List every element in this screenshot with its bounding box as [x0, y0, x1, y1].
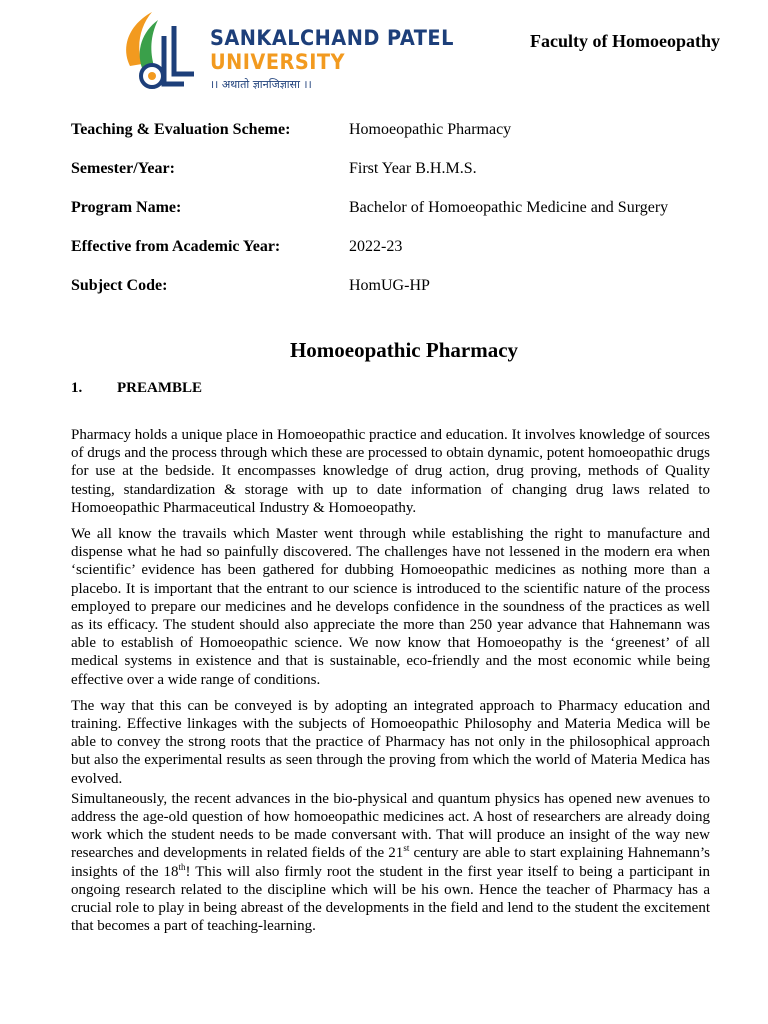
- scheme-value: Bachelor of Homoeopathic Medicine and Surgery: [349, 199, 669, 216]
- page-header: [0, 0, 768, 100]
- document-title: Homoeopathic Pharmacy: [289, 338, 519, 362]
- scheme-label: Semester/Year:: [71, 160, 175, 177]
- paragraph: We all know the travails which Master went through while establishing the right to manufacture and dispense what he had so painfully discovered. The challenges have not lessened in the modern era when ‘scientific’ evidence has been gathered for dubbing Homoeopathic medicines as nothing more than a placebo. It is important that the entrant to our science is introduced to the scientific nature of the process employed to prepare our medicines and he develops confidence in the soundness of the practices as well as its efficacy. The student should also appreciate the more than 250 year advance that Hahnemann was able to establish of Homoeopathic science. We now know that Homoeopathy is the ‘greenest’ of all medical systems in existence and that is sustainable, eco-friendly and the most economic while being effective over a wide range of conditions.: [71, 526, 710, 688]
- scheme-row: [71, 276, 711, 315]
- section-heading: [71, 380, 202, 397]
- scheme-value: HomUG-HP: [349, 277, 430, 294]
- section-number: 1.: [71, 380, 83, 396]
- paragraph: The way that this can be conveyed is by adopting an integrated approach to Pharmacy education and training. Effective linkages with the subjects of Homoeopathic Philosophy and Materia Medica will be able to convey the strong roots that the practice of Pharmacy has not only in the philosophical approach but also the experimental results as seen through the proving from which the world of Materia Medica has evolved.: [71, 697, 710, 787]
- scheme-value: 2022-23: [349, 238, 403, 255]
- faculty-name: Faculty of Homoeopathy: [530, 31, 720, 51]
- paragraph-text: ! This will also firmly root the student in the first year itself to being a participant in ongoing research related to the discipline which will be his own. Hence the teacher of Pharmacy has a crucial role to play in being abreast of the developments in the field and lend to the student the excitement that becomes a part of teaching-learning.: [71, 863, 710, 935]
- scheme-value: First Year B.H.M.S.: [349, 160, 477, 177]
- scheme-details: [71, 120, 711, 315]
- section-title: PREAMBLE: [117, 380, 203, 396]
- superscript: th: [178, 861, 186, 872]
- superscript: st: [403, 843, 410, 854]
- preamble-body: [71, 426, 710, 943]
- paragraph-text: century are able to start explaining Hahnemann’s insights of the 18: [71, 845, 710, 880]
- university-name-second-line: UNIVERSITY: [210, 50, 345, 74]
- scheme-value: Homoeopathic Pharmacy: [349, 121, 512, 138]
- university-name: SANKALCHAND PATEL: [210, 26, 454, 50]
- paragraph: Pharmacy holds a unique place in Homoeopathic practice and education. It involves knowledge of sources of drugs and the process through which these are processed to obtain dynamic, potent homoeopathic drugs for use at the bedside. It encompasses knowledge of drug action, drug proving, methods of Quality testing, standardization & storage with up to date information of changing drug laws related to Homoeopathic Pharmaceutical Industry & Homoeopathy.: [71, 427, 711, 516]
- university-logo-icon: [112, 6, 202, 96]
- paragraph: [71, 790, 710, 936]
- scheme-row: [71, 198, 711, 237]
- scheme-label: Effective from Academic Year:: [71, 238, 281, 255]
- scheme-label: Teaching & Evaluation Scheme:: [71, 121, 291, 138]
- scheme-row: [71, 237, 711, 276]
- scheme-row: [71, 159, 711, 198]
- paragraph-text: Simultaneously, the recent advances in the bio-physical and quantum physics has opened new avenues to address the age-old question of how homoeopathic medicines act. A host of researchers are already doing work which the student needs to be made conversant with. That will produce an insight of the way new researches and developments in related fields of the 21: [71, 790, 710, 862]
- scheme-label: Subject Code:: [71, 277, 168, 294]
- scheme-label: Program Name:: [71, 199, 182, 216]
- scheme-row: [71, 120, 711, 159]
- university-tagline: ।। अथातो ज्ञानजिज्ञासा ।।: [210, 78, 312, 91]
